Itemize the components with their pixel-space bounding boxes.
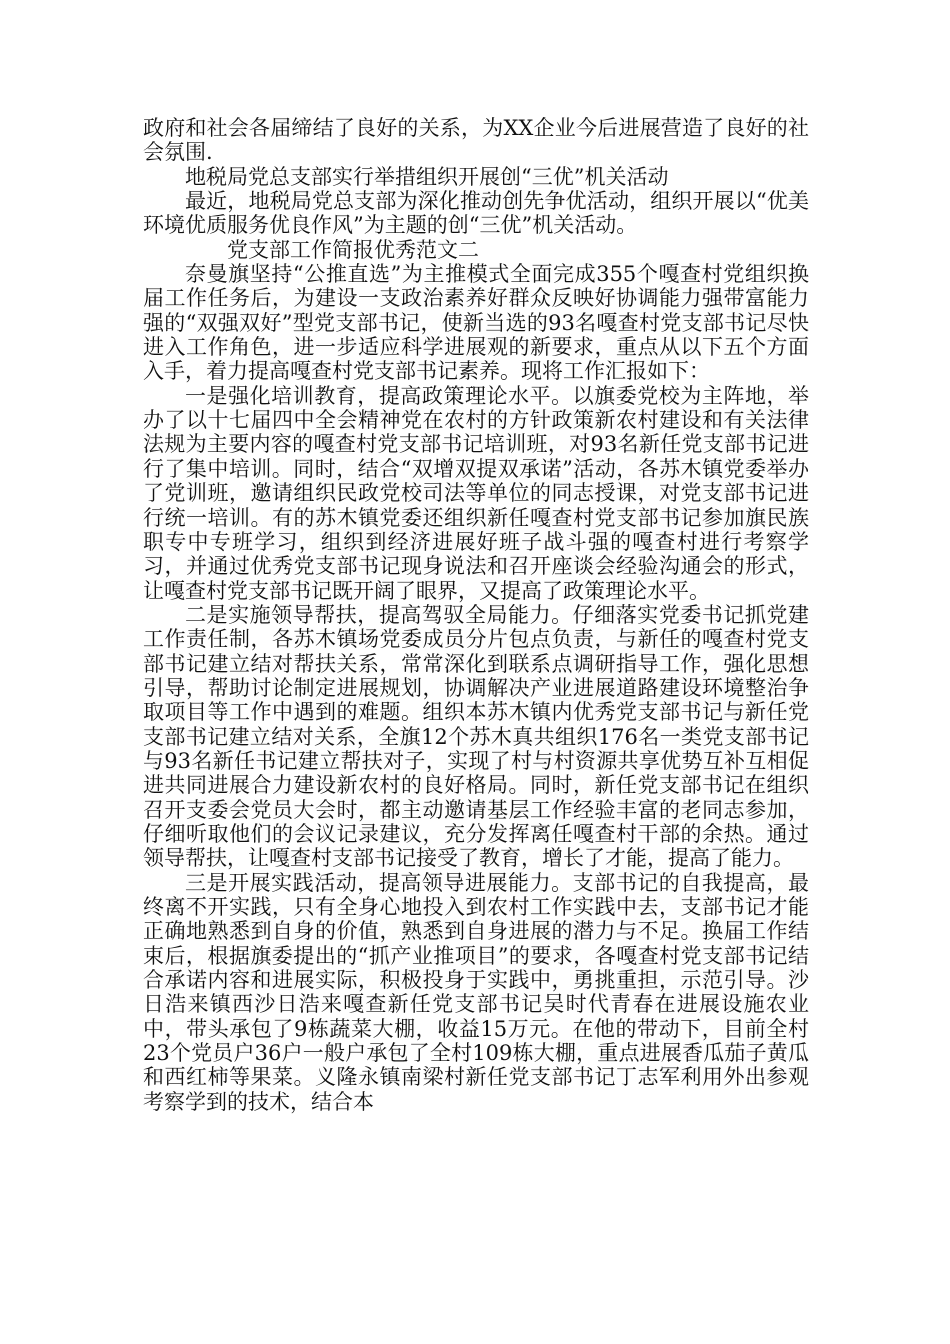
document-title: 党支部工作简报优秀范文二 bbox=[227, 237, 479, 262]
paragraph-intro: 奈曼旗坚持“公推直选”为主推模式全面完成355个嘎查村党组织换届工作任务后，为建设一支政治素养好群众反映好协调能力强带富能力强的“双强双好”型党支部书记，使新当选的93名嘎查村党支部书记尽快进入工作角色，进一步适应科学进展观的新要求，重点从以下五个方面入手，着力提高嘎查村党支部书记素养。现将工作汇报如下： bbox=[143, 262, 809, 384]
paragraph-activity-body: 最近，地税局党总支部为深化推动创先争优活动，组织开展以“优美环境优质服务优良作风”为主题的创“三优”机关活动。 bbox=[143, 189, 809, 238]
paragraph-point-two: 二是实施领导帮扶，提高驾驭全局能力。仔细落实党委书记抓党建工作责任制，各苏木镇场党委成员分片包点负责，与新任的嘎查村党支部书记建立结对帮扶关系，常常深化到联系点调研指导工作，强化思想引导，帮助讨论制定进展规划，协调解决产业进展道路建设环境整治争取项目等工作中遇到的难题。组织本苏木镇内优秀党支部书记与新任党支部书记建立结对关系，全旗12个苏木真共组织176名一类党支部书记与93名新任书记建立帮扶对子，实现了村与村资源共享优势互补互相促进共同进展合力建设新农村的良好格局。同时，新任党支部书记在组织召开支委会党员大会时，都主动邀请基层工作经验丰富的老同志参加，仔细听取他们的会议记录建议，充分发挥离任嘎查村干部的余热。通过领导帮扶，让嘎查村支部书记接受了教育，增长了才能，提高了能力。 bbox=[143, 602, 809, 871]
paragraph-heading-activity: 地税局党总支部实行举措组织开展创“三优”机关活动 bbox=[185, 164, 669, 189]
paragraph-continuation: 政府和社会各届缔结了良好的关系，为XX企业今后进展营造了良好的社会氛围. bbox=[143, 116, 809, 165]
document-page bbox=[143, 116, 809, 1114]
paragraph-point-three: 三是开展实践活动，提高领导进展能力。支部书记的自我提高，最终离不开实践，只有全身心地投入到农村工作实践中去，支部书记才能正确地熟悉到自身的价值，熟悉到自身进展的潜力与不足。换届工作结束后，根据旗委提出的“抓产业推项目”的要求，各嘎查村党支部书记结合承诺内容和进展实际，积极投身于实践中，勇挑重担，示范引导。沙日浩来镇西沙日浩来嘎查新任党支部书记吴时代青春在进展设施农业中，带头承包了9栋蔬菜大棚，收益15万元。在他的带动下，目前全村23个党员户36户一般户承包了全村109栋大棚，重点进展香瓜茄子黄瓜和西红柿等果菜。义隆永镇南梁村新任党支部书记丁志军利用外出参观考察学到的技术，结合本 bbox=[143, 870, 809, 1114]
paragraph-point-one: 一是强化培训教育，提高政策理论水平。以旗委党校为主阵地，举办了以十七届四中全会精神党在农村的方针政策新农村建设和有关法律法规为主要内容的嘎查村党支部书记培训班，对93名新任党支部书记进行了集中培训。同时，结合“双增双提双承诺”活动，各苏木镇党委举办了党训班，邀请组织民政党校司法等单位的同志授课，对党支部书记进行统一培训。有的苏木镇党委还组织新任嘎查村党支部书记参加旗民族职专中专班学习，组织到经济进展好班子战斗强的嘎查村进行考察学习，并通过优秀党支部书记现身说法和召开座谈会经验沟通会的形式，让嘎查村党支部书记既开阔了眼界，又提高了政策理论水平。 bbox=[143, 383, 809, 603]
